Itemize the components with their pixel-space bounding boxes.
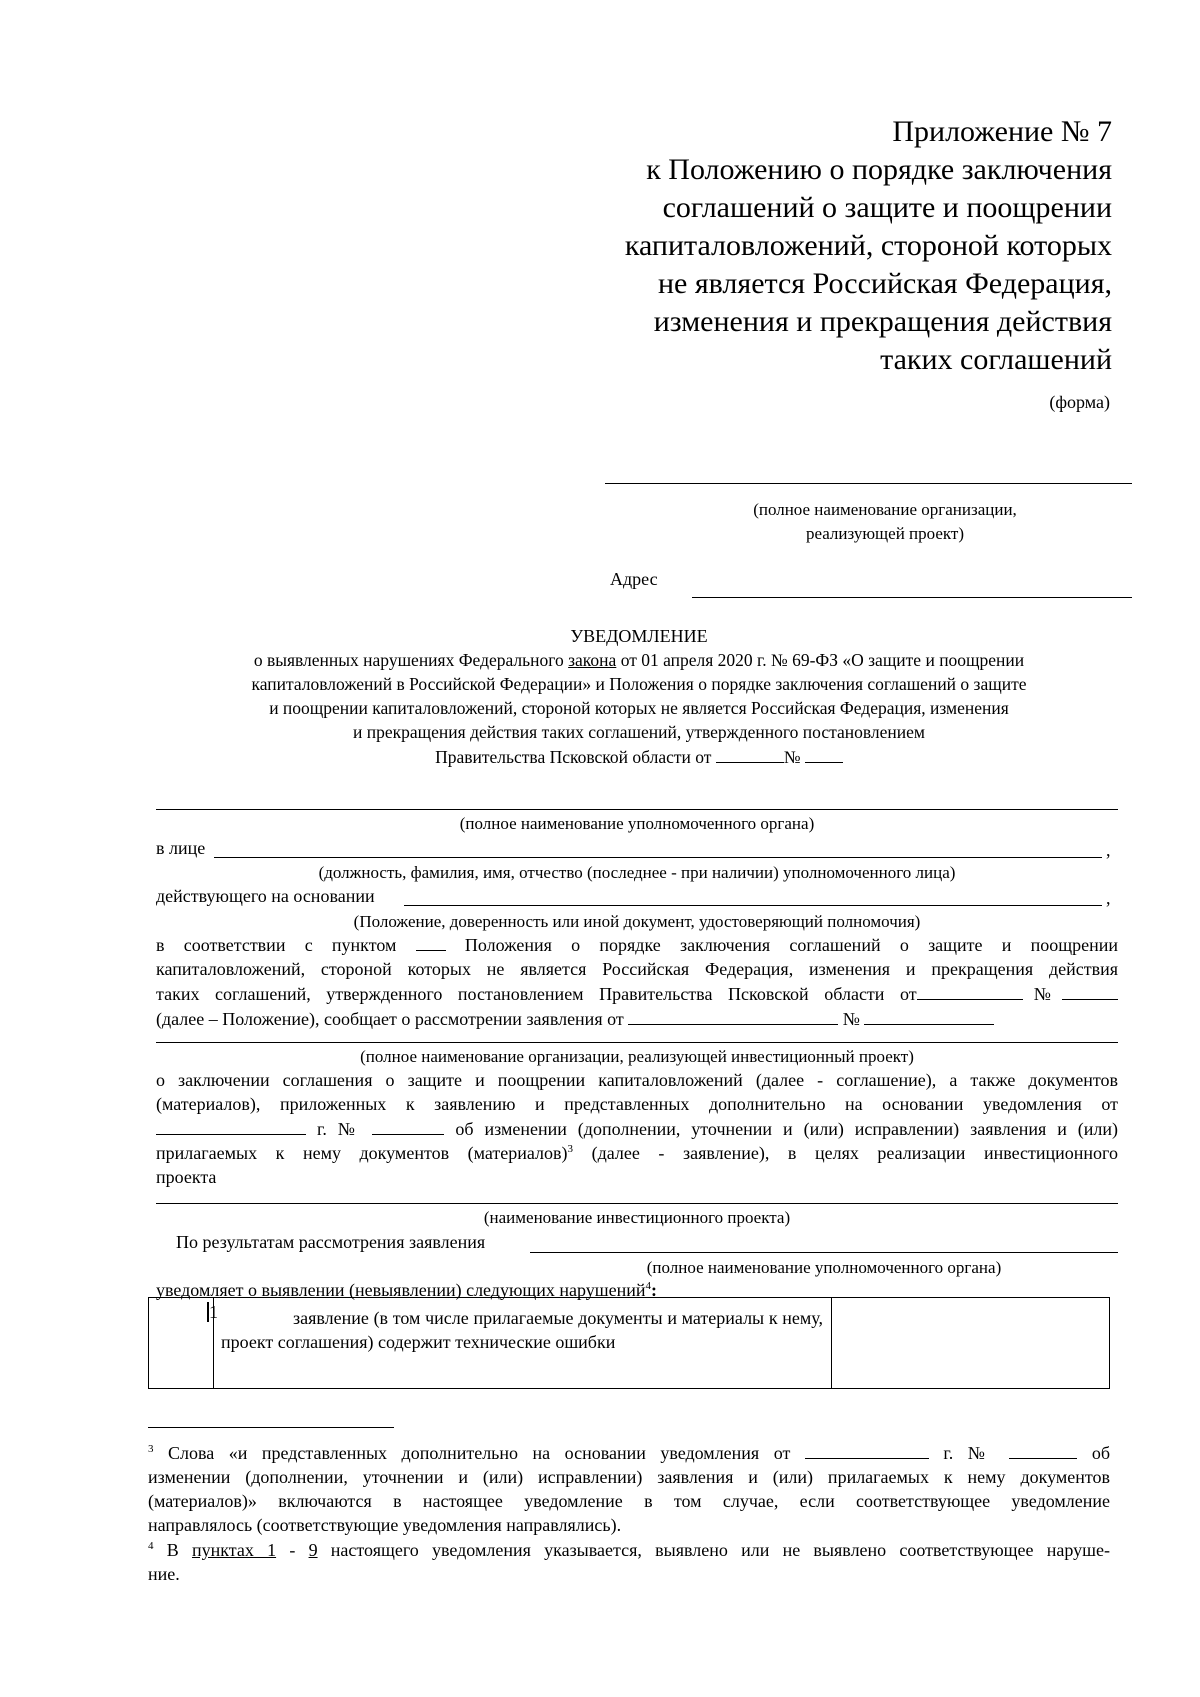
annex-line-1: к Положению о порядке заключения <box>646 153 1112 186</box>
number-sign: № <box>1022 984 1062 1004</box>
para-text: (далее - заявление), в целях реализации инвестиционного <box>573 1143 1118 1163</box>
annex-line-6: таких соглашений <box>880 343 1112 376</box>
notice-subtitle-line-3: и поощрении капиталовложений, стороной которых не является Российская Федерация, изменения <box>269 698 1009 718</box>
law-link[interactable]: закона <box>568 650 617 670</box>
date-blank[interactable] <box>917 981 1023 1000</box>
fn3-line-1 <box>148 1440 1110 1465</box>
notice-subtitle-line-2: капиталовложений в Российской Федерации» и Положения о порядке заключения соглашений о защите <box>251 674 1027 694</box>
annex-line-4: не является Российская Федерация, <box>657 267 1112 300</box>
in-person-label: в лице <box>156 838 206 858</box>
acting-basis-label: действующего на основании <box>156 886 375 906</box>
org-caption-line-2: реализующей проект) <box>805 524 965 543</box>
footnote-4 <box>148 1538 1110 1586</box>
fn3-line-4: направлялось (соответствующие уведомления направлялись). <box>148 1515 622 1535</box>
notice-subtitle-line-1 <box>148 648 1130 672</box>
row-text <box>221 1306 823 1354</box>
footnote-3 <box>148 1440 1110 1537</box>
address-label: Адрес <box>610 569 658 589</box>
footnote-separator <box>148 1427 394 1428</box>
para1-line-2: капиталовложений, стороной которых не является Российская Федерация, изменения и прекращения действия <box>156 959 1118 979</box>
clauses-link-1[interactable]: пунктах 1 <box>191 1540 277 1560</box>
footnote-number: 3 <box>148 1443 154 1455</box>
org-project-field[interactable] <box>156 1042 1118 1043</box>
table-num-cell <box>149 1298 214 1388</box>
application-number-blank[interactable] <box>864 1006 994 1025</box>
fn-text: В <box>153 1540 192 1560</box>
org-name-field[interactable] <box>605 483 1132 484</box>
person-caption: (должность, фамилия, имя, отчество (последнее - при наличии) уполномоченного лица) <box>318 863 956 882</box>
notice-subtitle-line-4: и прекращения действия таких соглашений, утвержденного постановлением <box>353 722 925 742</box>
paragraph-1 <box>156 932 1118 1031</box>
para-text: Положения о порядке заключения соглашений о защите и поощрении <box>464 935 1119 955</box>
authority-caption: (полное наименование уполномоченного органа) <box>459 814 815 833</box>
notice-subtitle <box>148 648 1130 769</box>
annex-line-5: изменения и прекращения действия <box>653 305 1112 338</box>
person-field[interactable] <box>214 857 1102 858</box>
para2-line-3 <box>156 1116 1118 1141</box>
subtitle-text: Правительства Псковской области от <box>435 747 712 767</box>
results-label: По результатам рассмотрения заявления <box>176 1232 486 1252</box>
fn3-line-2: изменении (дополнении, уточнении и (или) исправлении) заявления и (или) прилагаемых к нему документов <box>148 1467 1110 1487</box>
results-authority-caption: (полное наименование уполномоченного органа) <box>646 1258 1002 1277</box>
fn4-line-1 <box>148 1538 1110 1562</box>
para-text: в соответствии с пунктом <box>156 935 397 955</box>
org-project-caption: (полное наименование организации, реализующей инвестиционный проект) <box>360 1047 914 1066</box>
fn4-line-2: ние. <box>148 1564 180 1584</box>
para-text: таких соглашений, утвержденного постановлением Правительства Псковской области от <box>156 984 917 1004</box>
clause-blank[interactable] <box>416 932 446 951</box>
address-field[interactable] <box>692 597 1132 598</box>
violations-table <box>148 1297 1110 1389</box>
para2-line-2: (материалов), приложенных к заявлению и представленных дополнительно на основании уведомления от <box>156 1094 1118 1114</box>
number-sign: № <box>842 1009 860 1029</box>
number-sign: № <box>783 747 801 767</box>
footnote-ref-4[interactable]: 4 <box>645 1280 652 1292</box>
application-date-blank[interactable] <box>628 1006 838 1025</box>
footnote-ref-3[interactable]: 3 <box>567 1143 574 1155</box>
table-text-cell <box>209 1298 832 1388</box>
para2-line-1: о заключении соглашения о защите и поощрении капиталовложений (далее - соглашение), а также документов <box>156 1070 1118 1090</box>
paragraph-2 <box>156 1068 1118 1189</box>
notice-number-blank[interactable] <box>372 1116 444 1135</box>
basis-caption: (Положение, доверенность или иной документ, удостоверяющий полномочия) <box>353 912 921 931</box>
results-authority-field[interactable] <box>530 1252 1118 1253</box>
subtitle-text: от 01 апреля 2020 г. № 69-ФЗ «О защите и поощрении <box>616 650 1025 670</box>
comma: , <box>1106 888 1111 908</box>
footnote-number: 4 <box>148 1540 154 1552</box>
para1-line-3 <box>156 981 1118 1006</box>
comma: , <box>1106 840 1111 860</box>
annex-line-2: соглашений о защите и поощрении <box>662 191 1112 224</box>
para1-line-1 <box>156 932 1118 957</box>
basis-field[interactable] <box>404 905 1102 906</box>
fn-text: Слова «и представленных дополнительно на основании уведомления от <box>153 1443 791 1463</box>
org-caption-line-1: (полное наименование организации, <box>753 500 1017 519</box>
clauses-link-9[interactable]: 9 <box>308 1540 318 1560</box>
fn-date-blank[interactable] <box>805 1440 929 1459</box>
authority-field[interactable] <box>156 809 1118 810</box>
fn3-line-3: (материалов)» включаются в настоящее уведомление в том случае, если соответствующее уведомление <box>148 1491 1110 1511</box>
project-caption: (наименование инвестиционного проекта) <box>483 1208 791 1227</box>
violation-text: заявление (в том числе прилагаемые документы и материалы к нему, проект соглашения) содержит технические ошибки <box>221 1308 823 1352</box>
notice-date-blank[interactable] <box>156 1116 306 1135</box>
fn-number-blank[interactable] <box>1009 1440 1077 1459</box>
number-blank[interactable] <box>1062 981 1118 1000</box>
para-text: прилагаемых к нему документов (материалов) <box>156 1143 568 1163</box>
row-number: 1 <box>209 1302 218 1322</box>
form-label: (форма) <box>1049 392 1110 412</box>
fn-text: об <box>1091 1443 1111 1463</box>
fn-text: настоящего уведомления указывается, выявлено или не выявлено соответствующее наруше- <box>317 1540 1110 1560</box>
annex-header <box>625 113 1112 379</box>
para2-line-5: проекта <box>156 1167 217 1187</box>
annex-title: Приложение № 7 <box>892 115 1112 148</box>
para-text: (далее – Положение), сообщает о рассмотрении заявления от <box>156 1009 624 1029</box>
table-result-cell[interactable] <box>832 1298 1109 1388</box>
subtitle-text: о выявленных нарушениях Федерального <box>253 650 569 670</box>
org-caption <box>690 498 1080 546</box>
fn-text: г. № <box>943 1443 995 1463</box>
project-field[interactable] <box>156 1203 1118 1204</box>
date-blank[interactable] <box>716 744 784 763</box>
para1-line-4 <box>156 1006 1118 1031</box>
notify-text: уведомляет о выявлении (невыявлении) следующих нарушений <box>156 1280 646 1300</box>
notice-title: УВЕДОМЛЕНИЕ <box>570 626 708 646</box>
fn-text: - <box>276 1540 309 1560</box>
annex-line-3: капиталовложений, стороной которых <box>624 229 1112 262</box>
notify-colon: : <box>651 1280 658 1300</box>
para2-line-4 <box>156 1141 1118 1165</box>
notice-subtitle-line-5 <box>148 744 1130 769</box>
para-text: г. № <box>316 1119 362 1139</box>
number-blank[interactable] <box>805 744 843 763</box>
para-text: об изменении (дополнении, уточнении и (или) исправлении) заявления и (или) <box>455 1119 1119 1139</box>
